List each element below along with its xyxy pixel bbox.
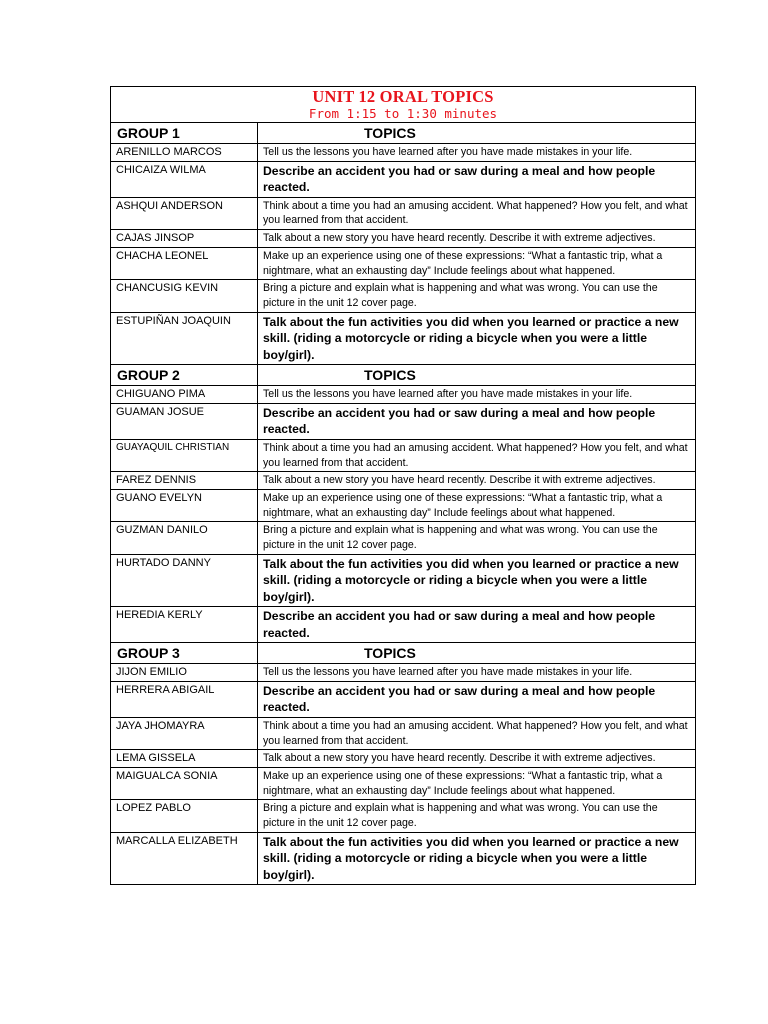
table-row <box>111 832 696 885</box>
table-row <box>111 554 696 607</box>
student-name: CHACHA LEONEL <box>111 247 258 279</box>
topic-text: Tell us the lessons you have learned after you have made mistakes in your life. <box>258 664 696 682</box>
student-name: HEREDIA KERLY <box>111 607 258 643</box>
topic-text: Make up an experience using one of these expressions: “What a fantastic trip, what a nightmare, what an exhausting day” Include feelings about what happened. <box>258 247 696 279</box>
table-row <box>111 750 696 768</box>
student-name: CHIGUANO PIMA <box>111 386 258 404</box>
topic-text: Bring a picture and explain what is happening and what was wrong. You can use the picture in the unit 12 cover page. <box>258 280 696 312</box>
title-row <box>111 87 696 123</box>
group-header-row <box>111 365 696 386</box>
topics-column-header: TOPICS <box>258 643 696 664</box>
group-header-row <box>111 643 696 664</box>
student-name: JAYA JHOMAYRA <box>111 717 258 749</box>
student-name: ASHQUI ANDERSON <box>111 197 258 229</box>
oral-topics-sheet <box>110 86 695 885</box>
topic-text: Talk about a new story you have heard recently. Describe it with extreme adjectives. <box>258 472 696 490</box>
topics-column-header: TOPICS <box>258 365 696 386</box>
student-name: ARENILLO MARCOS <box>111 144 258 162</box>
student-name: GUAMAN JOSUE <box>111 403 258 439</box>
table-row <box>111 161 696 197</box>
student-name: HERRERA ABIGAIL <box>111 681 258 717</box>
student-name: GUANO EVELYN <box>111 489 258 521</box>
page-subtitle: From 1:15 to 1:30 minutes <box>308 106 498 121</box>
topic-text: Think about a time you had an amusing accident. What happened? How you felt, and what you learned from that accident. <box>258 439 696 471</box>
topic-text: Tell us the lessons you have learned after you have made mistakes in your life. <box>258 144 696 162</box>
topic-text: Bring a picture and explain what is happening and what was wrong. You can use the picture in the unit 12 cover page. <box>258 522 696 554</box>
table-row <box>111 403 696 439</box>
table-row <box>111 197 696 229</box>
student-name: GUZMAN DANILO <box>111 522 258 554</box>
topic-text: Tell us the lessons you have learned after you have made mistakes in your life. <box>258 386 696 404</box>
topic-text: Talk about a new story you have heard recently. Describe it with extreme adjectives. <box>258 750 696 768</box>
table-row <box>111 247 696 279</box>
student-name: CAJAS JINSOP <box>111 230 258 248</box>
student-name: HURTADO DANNY <box>111 554 258 607</box>
student-name: GUAYAQUIL CHRISTIAN <box>111 439 258 471</box>
title-cell <box>111 87 696 123</box>
group-header-row <box>111 123 696 144</box>
topic-text: Talk about a new story you have heard recently. Describe it with extreme adjectives. <box>258 230 696 248</box>
topic-text: Make up an experience using one of these expressions: “What a fantastic trip, what a nightmare, what an exhausting day” Include feelings about what happened. <box>258 489 696 521</box>
topic-text: Describe an accident you had or saw during a meal and how people reacted. <box>258 161 696 197</box>
topic-text: Talk about the fun activities you did when you learned or practice a new skill. (riding a motorcycle or riding a bicycle when you were a little boy/girl). <box>258 312 696 365</box>
table-row <box>111 489 696 521</box>
topic-text: Describe an accident you had or saw during a meal and how people reacted. <box>258 681 696 717</box>
table-row <box>111 681 696 717</box>
topics-table <box>110 86 696 885</box>
table-row <box>111 386 696 404</box>
student-name: LOPEZ PABLO <box>111 800 258 832</box>
group-name: GROUP 2 <box>111 365 258 386</box>
student-name: MAIGUALCA SONIA <box>111 768 258 800</box>
student-name: CHANCUSIG KEVIN <box>111 280 258 312</box>
student-name: LEMA GISSELA <box>111 750 258 768</box>
topic-text: Think about a time you had an amusing accident. What happened? How you felt, and what you learned from that accident. <box>258 197 696 229</box>
table-row <box>111 522 696 554</box>
group-name: GROUP 3 <box>111 643 258 664</box>
topic-text: Make up an experience using one of these expressions: “What a fantastic trip, what a nightmare, what an exhausting day” Include feelings about what happened. <box>258 768 696 800</box>
table-row <box>111 280 696 312</box>
table-row <box>111 607 696 643</box>
table-row <box>111 717 696 749</box>
student-name: CHICAIZA WILMA <box>111 161 258 197</box>
topics-column-header: TOPICS <box>258 123 696 144</box>
table-row <box>111 768 696 800</box>
topic-text: Talk about the fun activities you did when you learned or practice a new skill. (riding a motorcycle or riding a bicycle when you were a little boy/girl). <box>258 554 696 607</box>
table-row <box>111 312 696 365</box>
table-row <box>111 664 696 682</box>
table-row <box>111 472 696 490</box>
page-title: UNIT 12 ORAL TOPICS <box>312 87 494 106</box>
student-name: FAREZ DENNIS <box>111 472 258 490</box>
topic-text: Bring a picture and explain what is happening and what was wrong. You can use the picture in the unit 12 cover page. <box>258 800 696 832</box>
table-row <box>111 800 696 832</box>
topic-text: Talk about the fun activities you did when you learned or practice a new skill. (riding a motorcycle or riding a bicycle when you were a little boy/girl). <box>258 832 696 885</box>
table-row <box>111 439 696 471</box>
student-name: ESTUPIÑAN JOAQUIN <box>111 312 258 365</box>
topic-text: Describe an accident you had or saw during a meal and how people reacted. <box>258 403 696 439</box>
topic-text: Think about a time you had an amusing accident. What happened? How you felt, and what you learned from that accident. <box>258 717 696 749</box>
student-name: JIJON EMILIO <box>111 664 258 682</box>
table-row <box>111 144 696 162</box>
student-name: MARCALLA ELIZABETH <box>111 832 258 885</box>
table-row <box>111 230 696 248</box>
topic-text: Describe an accident you had or saw during a meal and how people reacted. <box>258 607 696 643</box>
group-name: GROUP 1 <box>111 123 258 144</box>
